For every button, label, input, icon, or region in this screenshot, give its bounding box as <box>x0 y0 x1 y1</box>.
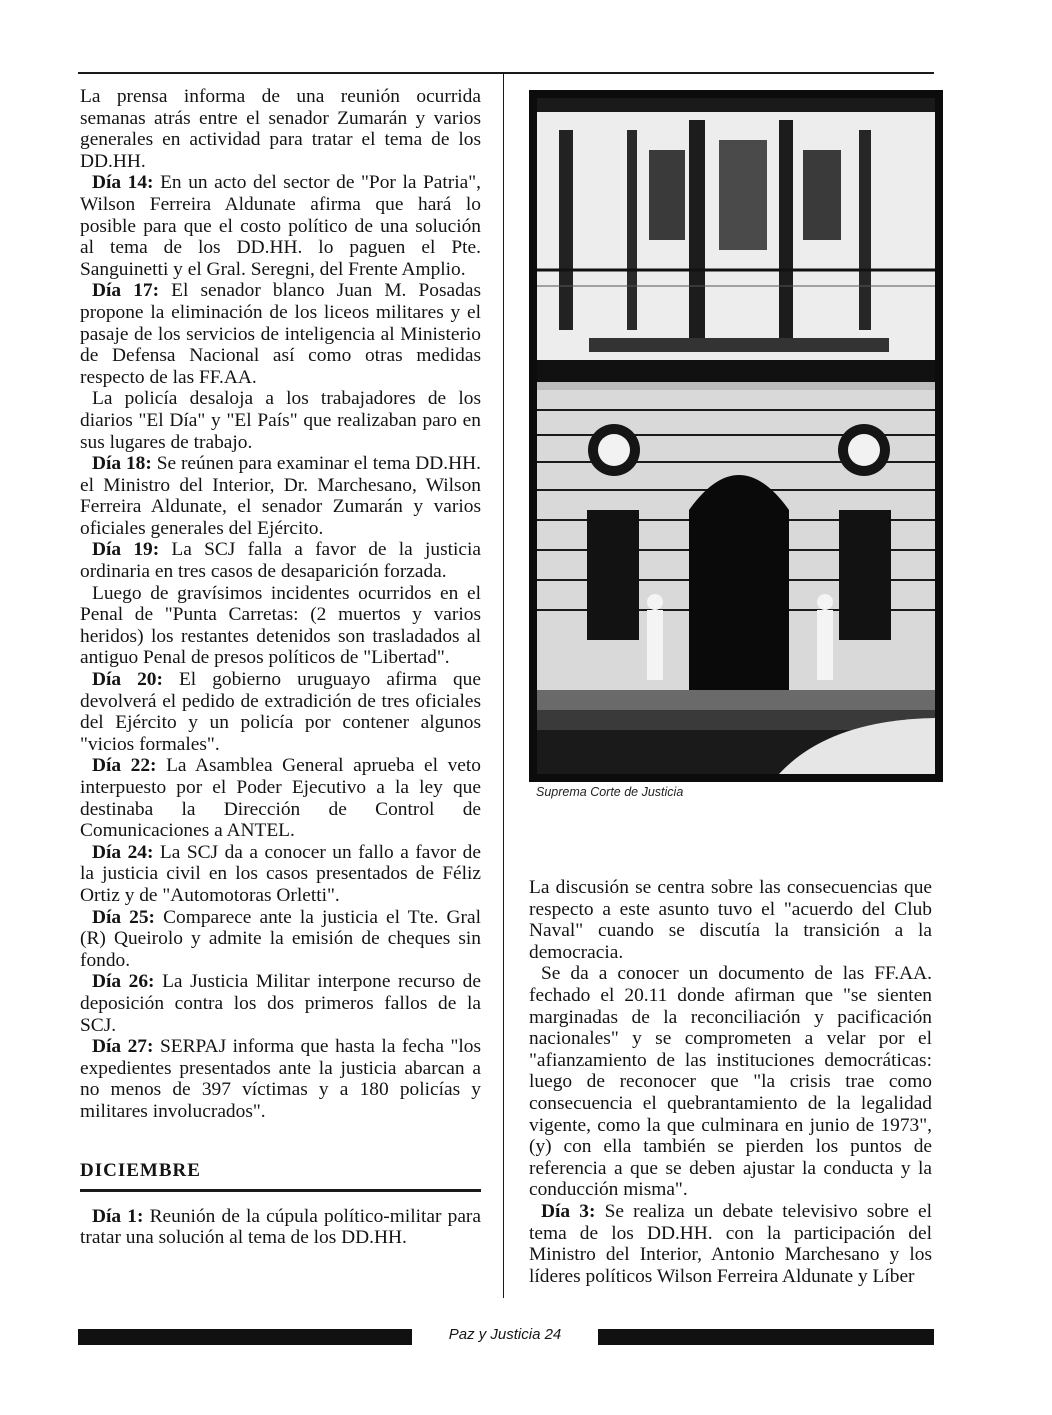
paragraph: Día 1: Reunión de la cúpula político-militar para tratar una solución al tema de los DD.HH. <box>80 1205 481 1249</box>
column-divider <box>503 74 504 1298</box>
paragraph: Día 3: Se realiza un debate televisivo sobre el tema de los DD.HH. con la participación del Ministro del Interior, Antonio Marchesano y los líderes políticos Wilson Ferreira Aldunate y Líber <box>529 1200 932 1287</box>
photo-caption: Suprema Corte de Justicia <box>536 785 684 799</box>
paragraph: Día 17: El senador blanco Juan M. Posadas propone la eliminación de los liceos militares y el pasaje de los servicios de inteligencia al Ministerio de Defensa Nacional así como otras medidas respecto de las FF.AA. <box>80 280 481 388</box>
paragraph: La discusión se centra sobre las consecuencias que respecto a este asunto tuvo el "acuerdo del Club Naval" cuando se discutía la transición a la democracia. <box>529 877 932 963</box>
left-column <box>80 86 481 1249</box>
paragraph: La policía desaloja a los trabajadores de los diarios "El Día" y "El País" que realizaban paro en sus lugares de trabajo. <box>80 388 481 453</box>
paragraph: Día 26: La Justicia Militar interpone recurso de deposición contra los dos primeros fallos de la SCJ. <box>80 971 481 1036</box>
paragraph: Día 18: Se reúnen para examinar el tema DD.HH. el Ministro del Interior, Dr. Marchesano, Wilson Ferreira Aldunate, el senador Zumarán y varios oficiales generales del Ejército. <box>80 453 481 539</box>
footer-page-label: Paz y Justicia 24 <box>448 1326 562 1343</box>
paragraph: Día 25: Comparece ante la justicia el Tte. Gral (R) Queirolo y admite la emisión de cheques sin fondo. <box>80 906 481 971</box>
paragraph: Luego de gravísimos incidentes ocurridos en el Penal de "Punta Carretas: (2 muertos y varios heridos) los restantes detenidos son trasladados al antiguo Penal de presos políticos de "Libertad". <box>80 582 481 669</box>
footer-bar-right <box>598 1329 934 1345</box>
paragraph: Día 22: La Asamblea General aprueba el veto interpuesto por el Poder Ejecutivo a la ley que destinaba la Dirección de Control de Comunicaciones a ANTEL. <box>80 755 481 842</box>
section-diciembre <box>80 1160 481 1249</box>
paragraph: Día 19: La SCJ falla a favor de la justicia ordinaria en tres casos de desaparición forzada. <box>80 539 481 583</box>
paragraph: Se da a conocer un documento de las FF.AA. fechado el 20.11 donde afirman que "se sienten marginadas de la reconciliación y pacificación nacionales" y se comprometen a velar por el "afianzamiento de las instituciones democráticas: luego de reconocer que "la crisis trae como consecuencia el quebrantamiento de la legalidad vigente, como la que culminara en junio de 1973", (y) con ella también se pierden los puntos de referencia a que se deben ajustar la conducta y la conducción misma". <box>529 963 932 1201</box>
top-rule <box>78 72 934 74</box>
photo-supreme-court-building <box>529 90 943 782</box>
building-photo-illustration <box>529 90 943 782</box>
paragraph: La prensa informa de una reunión ocurrida semanas atrás entre el senador Zumarán y varios generales en actividad para tratar el tema de los DD.HH. <box>80 86 481 172</box>
paragraph: Día 27: SERPAJ informa que hasta la fecha "los expedientes presentados ante la justicia abarcan a no menos de 397 víctimas y a 180 policías y militares involucrados". <box>80 1036 481 1122</box>
footer-bar-left <box>78 1329 412 1345</box>
section-rule <box>80 1189 481 1192</box>
right-column <box>529 877 932 1287</box>
paragraph: Día 20: El gobierno uruguayo afirma que devolverá el pedido de extradición de tres oficiales del Ejército y un policía por contener algunos "vicios formales". <box>80 669 481 755</box>
section-title: DICIEMBRE <box>80 1159 201 1181</box>
paragraph: Día 14: En un acto del sector de "Por la Patria", Wilson Ferreira Aldunate afirma que hará lo posible para que el costo político de una solución al tema de los DD.HH. lo paguen el Pte. Sanguinetti y el Gral. Seregni, del Frente Amplio. <box>80 172 481 280</box>
paragraph: Día 24: La SCJ da a conocer un fallo a favor de la justicia civil en los casos presentados de Féliz Ortiz y de "Automotoras Orletti". <box>80 841 481 906</box>
